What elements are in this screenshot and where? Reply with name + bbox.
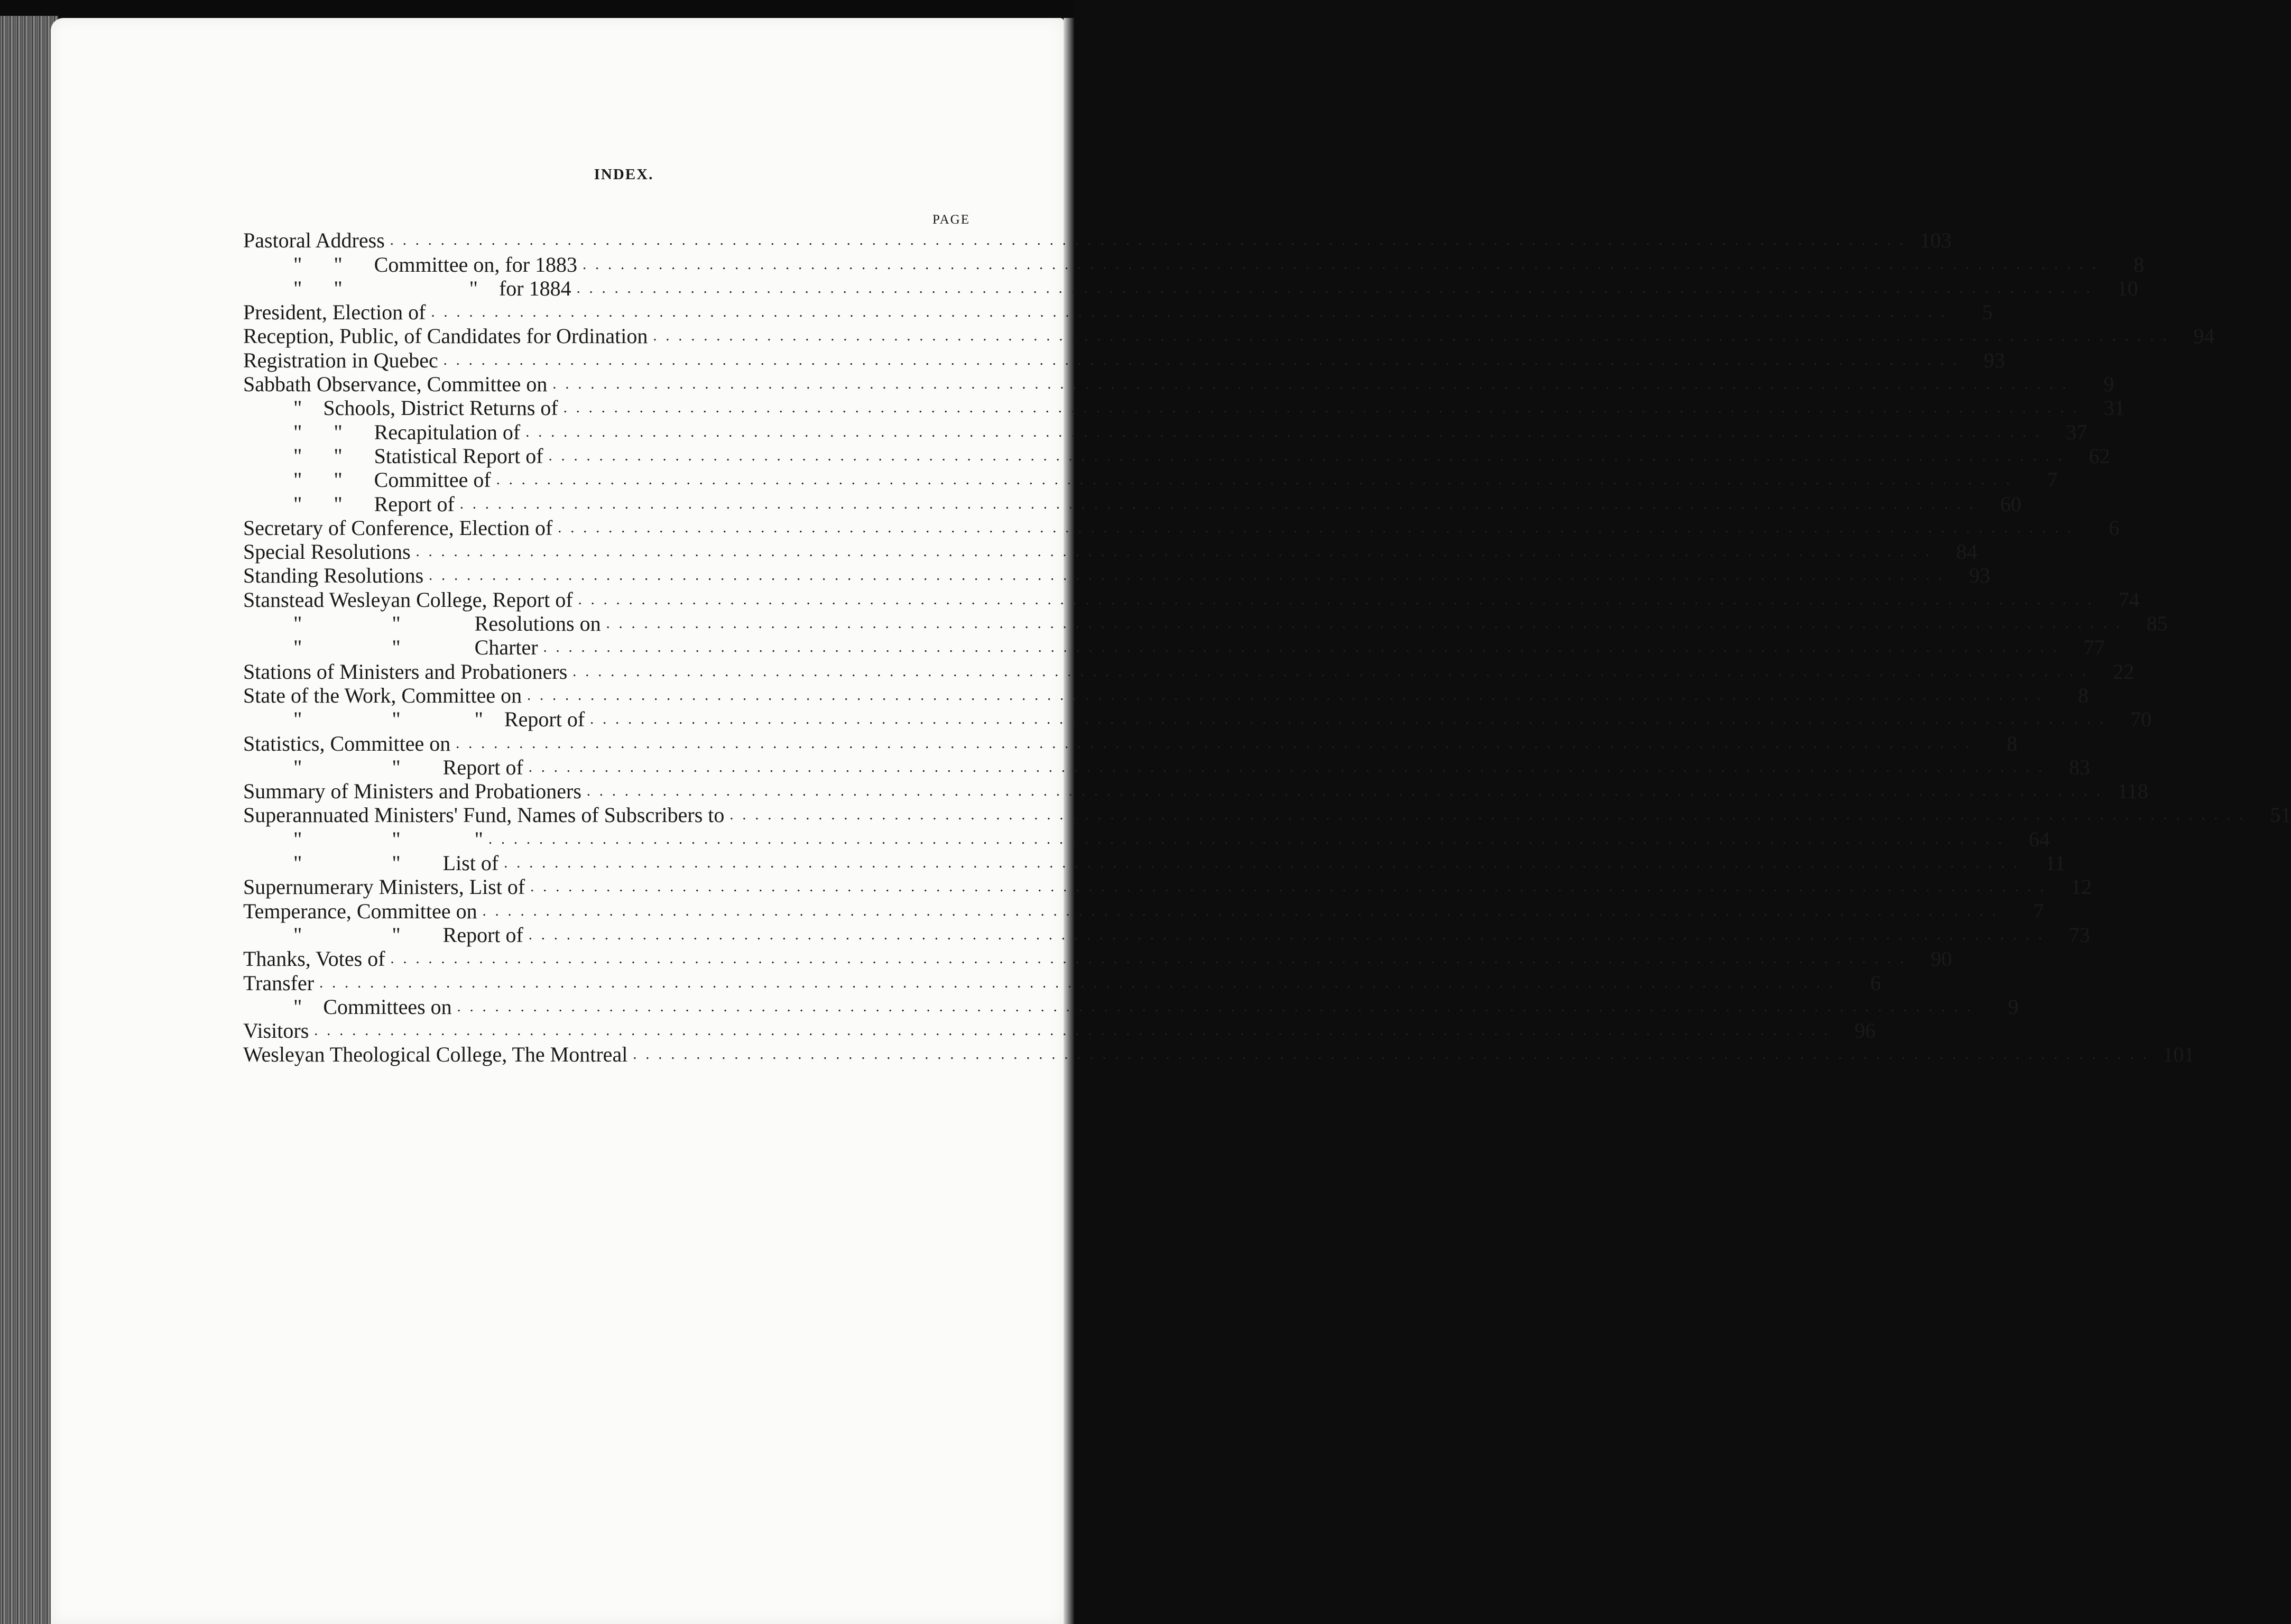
index-entry: [243, 827, 2050, 851]
index-entry: [243, 228, 1952, 253]
index-entry-page: 73: [2068, 922, 2090, 947]
index-entry: [243, 252, 2145, 276]
index-entry: [243, 1019, 1876, 1043]
dot-leader: . . . . . . . . . . . . . . . . . . . . . . . . . . . . . . . . . . . . . . . . . . . . . . . . . . . . . . . . . . . . . . . . . . . . . . . . . . . . . . . . . . . . . . . . . . . . . . . . . . . . . . . . . . . . . . . . . . . . . . . .: [527, 687, 2044, 704]
index-entry-page: 70: [2130, 707, 2152, 732]
dot-leader: . . . . . . . . . . . . . . . . . . . . . . . . . . . . . . . . . . . . . . . . . . . . . . . . . . . . . . . . . . . . . . . . . . . . . . . . . . . . . . . . . . . . . . . . . . . . . . . . . . . . . . . . . . . . . . . . . . . . . . . .: [606, 615, 2122, 632]
dot-leader: . . . . . . . . . . . . . . . . . . . . . . . . . . . . . . . . . . . . . . . . . . . . . . . . . . . . . . . . . . . . . . . . . . . . . . . . . . . . . . . . . . . . . . . . . . . . . . . . . . . . . . . . . . . . . . . . . . . . . . . .: [319, 974, 1836, 991]
index-entry-page: 93: [1983, 348, 2005, 372]
dot-leader: . . . . . . . . . . . . . . . . . . . . . . . . . . . . . . . . . . . . . . . . . . . . . . . . . . . . . . . . . . . . . . . . . . . . . . . . . . . . . . . . . . . . . . . . . . . . . . . . . . . . . . . . . . . . . . . . . . . . . . . .: [482, 902, 1999, 919]
index-entry: [243, 324, 2215, 348]
index-entry-page: 11: [2045, 851, 2066, 875]
dot-leader: . . . . . . . . . . . . . . . . . . . . . . . . . . . . . . . . . . . . . . . . . . . . . . . . . . . . . . . . . . . . . . . . . . . . . . . . . . . . . . . . . . . . . . . . . . . . . . . . . . . . . . . . . . . . . . . . . . . . . . . .: [576, 280, 2093, 297]
index-entry-text: " " Charter: [293, 635, 538, 660]
dot-leader: . . . . . . . . . . . . . . . . . . . . . . . . . . . . . . . . . . . . . . . . . . . . . . . . . . . . . . . . . . . . . . . . . . . . . . . . . . . . . . . . . . . . . . . . . . . . . . . . . . . . . . . . . . . . . . . . . . . . . . . .: [459, 495, 1976, 512]
dot-leader: . . . . . . . . . . . . . . . . . . . . . . . . . . . . . . . . . . . . . . . . . . . . . . . . . . . . . . . . . . . . . . . . . . . . . . . . . . . . . . . . . . . . . . . . . . . . . . . . . . . . . . . . . . . . . . . . . . . . . . . .: [496, 472, 2012, 488]
index-entry-page: 96: [1854, 1019, 1876, 1043]
index-entry: [243, 372, 2114, 396]
index-entry: [243, 803, 2291, 827]
index-entry: [243, 276, 2138, 300]
index-entry-page: 12: [2071, 875, 2092, 899]
index-entry: [243, 947, 1952, 971]
index-entry: [243, 564, 1991, 588]
index-entry-page: 85: [2146, 612, 2168, 636]
index-entry-text: Statistics, Committee on: [243, 731, 451, 755]
index-entry-page: 51: [2270, 803, 2291, 827]
index-entry-text: Registration in Quebec: [243, 348, 438, 372]
index-entry-page: 31: [2103, 396, 2125, 420]
dot-leader: . . . . . . . . . . . . . . . . . . . . . . . . . . . . . . . . . . . . . . . . . . . . . . . . . . . . . . . . . . . . . . . . . . . . . . . . . . . . . . . . . . . . . . . . . . . . . . . . . . . . . . . . . . . . . . . . . . . . . . . .: [552, 376, 2069, 393]
index-entry: [243, 899, 2044, 923]
index-entry-text: Secretary of Conference, Election of: [243, 515, 553, 540]
index-entry: [243, 994, 2019, 1019]
index-entry-text: " " Statistical Report of: [293, 444, 543, 468]
index-entry-text: " " Committee of: [293, 468, 491, 492]
index-entry: [243, 1042, 2195, 1067]
index-entry-text: Stations of Ministers and Probationers: [243, 659, 568, 684]
index-entry-page: 8: [2078, 683, 2089, 707]
index-entry-text: " " Report of: [293, 492, 455, 516]
index-entry-page: 90: [1930, 947, 1952, 971]
index-entry: [243, 971, 1881, 995]
dot-leader: . . . . . . . . . . . . . . . . . . . . . . . . . . . . . . . . . . . . . . . . . . . . . . . . . . . . . . . . . . . . . . . . . . . . . . . . . . . . . . . . . . . . . . . . . . . . . . . . . . . . . . . . . . . . . . . . . . . . . . . .: [457, 998, 1973, 1015]
index-entry-page: 94: [2193, 324, 2215, 348]
index-entry: [243, 683, 2089, 707]
index-entry: [243, 515, 2120, 540]
index-entry-page: 62: [2089, 444, 2110, 468]
index-entry: [243, 444, 2110, 468]
index-entry: [243, 659, 2135, 684]
index-entry: [243, 300, 1993, 325]
index-entry-page: 6: [1870, 971, 1881, 995]
index-entry-text: Superannuated Ministers' Fund, Names of Subscribers to: [243, 803, 725, 827]
index-entry-page: 7: [2033, 899, 2044, 923]
dot-leader: . . . . . . . . . . . . . . . . . . . . . . . . . . . . . . . . . . . . . . . . . . . . . . . . . . . . . . . . . . . . . . . . . . . . . . . . . . . . . . . . . . . . . . . . . . . . . . . . . . . . . . . . . . . . . . . . . . . . . . . .: [429, 567, 1945, 584]
index-entry-text: State of the Work, Committee on: [243, 683, 522, 707]
index-entry-page: 103: [1919, 228, 1952, 253]
index-entry: [243, 875, 2092, 899]
dot-leader: . . . . . . . . . . . . . . . . . . . . . . . . . . . . . . . . . . . . . . . . . . . . . . . . . . . . . . . . . . . . . . . . . . . . . . . . . . . . . . . . . . . . . . . . . . . . . . . . . . . . . . . . . . . . . . . . . . . . . . . .: [488, 831, 2004, 847]
dot-leader: . . . . . . . . . . . . . . . . . . . . . . . . . . . . . . . . . . . . . . . . . . . . . . . . . . . . . . . . . . . . . . . . . . . . . . . . . . . . . . . . . . . . . . . . . . . . . . . . . . . . . . . . . . . . . . . . . . . . . . . .: [528, 926, 2045, 943]
index-entry: [243, 851, 2066, 875]
index-entry-text: Transfer: [243, 971, 315, 995]
index-entry-text: Thanks, Votes of: [243, 947, 385, 971]
index-entry-page: 101: [2163, 1042, 2195, 1067]
index-entry-text: Wesleyan Theological College, The Montreal: [243, 1042, 628, 1067]
index-entry-page: 22: [2113, 659, 2135, 684]
index-entry-text: " " Recapitulation of: [293, 420, 521, 444]
index-entry: [243, 587, 2140, 612]
index-entry-page: 37: [2066, 420, 2087, 444]
dot-leader: . . . . . . . . . . . . . . . . . . . . . . . . . . . . . . . . . . . . . . . . . . . . . . . . . . . . . . . . . . . . . . . . . . . . . . . . . . . . . . . . . . . . . . . . . . . . . . . . . . . . . . . . . . . . . . . . . . . . . . . .: [525, 423, 2042, 440]
index-entry-text: " " Report of: [293, 922, 523, 947]
dot-leader: . . . . . . . . . . . . . . . . . . . . . . . . . . . . . . . . . . . . . . . . . . . . . . . . . . . . . . . . . . . . . . . . . . . . . . . . . . . . . . . . . . . . . . . . . . . . . . . . . . . . . . . . . . . . . . . . . . . . . . . .: [390, 951, 1907, 967]
dot-leader: . . . . . . . . . . . . . . . . . . . . . . . . . . . . . . . . . . . . . . . . . . . . . . . . . . . . . . . . . . . . . . . . . . . . . . . . . . . . . . . . . . . . . . . . . . . . . . . . . . . . . . . . . . . . . . . . . . . . . . . .: [653, 328, 2169, 345]
index-entry-page: 5: [1982, 300, 1993, 325]
index-entry-text: President, Election of: [243, 300, 426, 325]
index-entry-page: 60: [2000, 492, 2021, 516]
dot-leader: . . . . . . . . . . . . . . . . . . . . . . . . . . . . . . . . . . . . . . . . . . . . . . . . . . . . . . . . . . . . . . . . . . . . . . . . . . . . . . . . . . . . . . . . . . . . . . . . . . . . . . . . . . . . . . . . . . . . . . . .: [563, 400, 2080, 417]
dot-leader: . . . . . . . . . . . . . . . . . . . . . . . . . . . . . . . . . . . . . . . . . . . . . . . . . . . . . . . . . . . . . . . . . . . . . . . . . . . . . . . . . . . . . . . . . . . . . . . . . . . . . . . . . . . . . . . . . . . . . . . .: [590, 711, 2107, 728]
index-list: [243, 228, 2291, 1067]
index-entry: [243, 348, 2005, 372]
index-entry-page: 10: [2117, 276, 2138, 300]
index-entry: [243, 755, 2090, 779]
index-entry-page: 93: [1969, 564, 1991, 588]
index-entry-page: 8: [2133, 252, 2145, 276]
dot-leader: . . . . . . . . . . . . . . . . . . . . . . . . . . . . . . . . . . . . . . . . . . . . . . . . . . . . . . . . . . . . . . . . . . . . . . . . . . . . . . . . . . . . . . . . . . . . . . . . . . . . . . . . . . . . . . . . . . . . . . . .: [528, 759, 2045, 776]
dot-leader: . . . . . . . . . . . . . . . . . . . . . . . . . . . . . . . . . . . . . . . . . . . . . . . . . . . . . . . . . . . . . . . . . . . . . . . . . . . . . . . . . . . . . . . . . . . . . . . . . . . . . . . . . . . . . . . . . . . . . . . .: [633, 1046, 2149, 1063]
index-entry-page: 7: [2047, 468, 2058, 492]
index-entry-text: Special Resolutions: [243, 540, 411, 564]
index-entry: [243, 492, 2021, 516]
index-entry-page: 77: [2083, 635, 2105, 660]
index-entry-text: " " " for 1884: [293, 276, 571, 300]
dot-leader: . . . . . . . . . . . . . . . . . . . . . . . . . . . . . . . . . . . . . . . . . . . . . . . . . . . . . . . . . . . . . . . . . . . . . . . . . . . . . . . . . . . . . . . . . . . . . . . . . . . . . . . . . . . . . . . . . . . . . . . .: [504, 855, 2020, 872]
index-entry: [243, 779, 2148, 804]
index-entry-text: Supernumerary Ministers, List of: [243, 875, 525, 899]
dot-leader: . . . . . . . . . . . . . . . . . . . . . . . . . . . . . . . . . . . . . . . . . . . . . . . . . . . . . . . . . . . . . . . . . . . . . . . . . . . . . . . . . . . . . . . . . . . . . . . . . . . . . . . . . . . . . . . . . . . . . . . .: [548, 447, 2065, 464]
index-entry-text: Stanstead Wesleyan College, Report of: [243, 587, 573, 612]
dot-leader: . . . . . . . . . . . . . . . . . . . . . . . . . . . . . . . . . . . . . . . . . . . . . . . . . . . . . . . . . . . . . . . . . . . . . . . . . . . . . . . . . . . . . . . . . . . . . . . . . . . . . . . . . . . . . . . . . . . . . . . .: [443, 352, 1960, 368]
index-entry-text: " Schools, District Returns of: [293, 396, 558, 420]
dot-leader: . . . . . . . . . . . . . . . . . . . . . . . . . . . . . . . . . . . . . . . . . . . . . . . . . . . . . . . . . . . . . . . . . . . . . . . . . . . . . . . . . . . . . . . . . . . . . . . . . . . . . . . . . . . . . . . . . . . . . . . .: [729, 807, 2246, 824]
index-entry-page: 118: [2117, 779, 2148, 804]
page-column-header: PAGE: [932, 213, 970, 227]
dot-leader: . . . . . . . . . . . . . . . . . . . . . . . . . . . . . . . . . . . . . . . . . . . . . . . . . . . . . . . . . . . . . . . . . . . . . . . . . . . . . . . . . . . . . . . . . . . . . . . . . . . . . . . . . . . . . . . . . . . . . . . .: [586, 783, 2103, 800]
dot-leader: . . . . . . . . . . . . . . . . . . . . . . . . . . . . . . . . . . . . . . . . . . . . . . . . . . . . . . . . . . . . . . . . . . . . . . . . . . . . . . . . . . . . . . . . . . . . . . . . . . . . . . . . . . . . . . . . . . . . . . . .: [390, 232, 1906, 249]
index-entry-page: 8: [2007, 731, 2018, 755]
index-entry-page: 64: [2028, 827, 2050, 851]
index-entry: [243, 540, 1978, 564]
index-entry-text: Reception, Public, of Candidates for Ordination: [243, 324, 648, 348]
dot-leader: . . . . . . . . . . . . . . . . . . . . . . . . . . . . . . . . . . . . . . . . . . . . . . . . . . . . . . . . . . . . . . . . . . . . . . . . . . . . . . . . . . . . . . . . . . . . . . . . . . . . . . . . . . . . . . . . . . . . . . . .: [583, 256, 2099, 273]
dot-leader: . . . . . . . . . . . . . . . . . . . . . . . . . . . . . . . . . . . . . . . . . . . . . . . . . . . . . . . . . . . . . . . . . . . . . . . . . . . . . . . . . . . . . . . . . . . . . . . . . . . . . . . . . . . . . . . . . . . . . . . .: [572, 663, 2089, 680]
index-title: INDEX.: [594, 166, 654, 183]
index-entry-page: 9: [2008, 994, 2019, 1019]
dot-leader: . . . . . . . . . . . . . . . . . . . . . . . . . . . . . . . . . . . . . . . . . . . . . . . . . . . . . . . . . . . . . . . . . . . . . . . . . . . . . . . . . . . . . . . . . . . . . . . . . . . . . . . . . . . . . . . . . . . . . . . .: [543, 639, 2059, 656]
index-entry-text: " " Resolutions on: [293, 612, 601, 636]
dot-leader: . . . . . . . . . . . . . . . . . . . . . . . . . . . . . . . . . . . . . . . . . . . . . . . . . . . . . . . . . . . . . . . . . . . . . . . . . . . . . . . . . . . . . . . . . . . . . . . . . . . . . . . . . . . . . . . . . . . . . . . .: [530, 879, 2047, 896]
index-entry: [243, 922, 2090, 947]
dot-leader: . . . . . . . . . . . . . . . . . . . . . . . . . . . . . . . . . . . . . . . . . . . . . . . . . . . . . . . . . . . . . . . . . . . . . . . . . . . . . . . . . . . . . . . . . . . . . . . . . . . . . . . . . . . . . . . . . . . . . . . .: [314, 1022, 1831, 1039]
dot-leader: . . . . . . . . . . . . . . . . . . . . . . . . . . . . . . . . . . . . . . . . . . . . . . . . . . . . . . . . . . . . . . . . . . . . . . . . . . . . . . . . . . . . . . . . . . . . . . . . . . . . . . . . . . . . . . . . . . . . . . . .: [456, 735, 1972, 752]
dot-leader: . . . . . . . . . . . . . . . . . . . . . . . . . . . . . . . . . . . . . . . . . . . . . . . . . . . . . . . . . . . . . . . . . . . . . . . . . . . . . . . . . . . . . . . . . . . . . . . . . . . . . . . . . . . . . . . . . . . . . . . .: [431, 304, 1947, 321]
index-entry: [243, 635, 2105, 660]
index-entry-text: Pastoral Address: [243, 228, 385, 253]
index-entry-text: Temperance, Committee on: [243, 899, 477, 923]
index-entry-page: 84: [1956, 540, 1978, 564]
index-entry-text: Standing Resolutions: [243, 564, 424, 588]
book-page-edges: [0, 16, 58, 1624]
index-entry: [243, 396, 2125, 420]
index-entry: [243, 731, 2018, 755]
index-entry-text: " " Committee on, for 1883: [293, 252, 578, 276]
index-entry-text: Visitors: [243, 1019, 309, 1043]
dot-leader: . . . . . . . . . . . . . . . . . . . . . . . . . . . . . . . . . . . . . . . . . . . . . . . . . . . . . . . . . . . . . . . . . . . . . . . . . . . . . . . . . . . . . . . . . . . . . . . . . . . . . . . . . . . . . . . . . . . . . . . .: [558, 519, 2074, 536]
index-entry-text: " " Report of: [293, 755, 523, 779]
index-entry: [243, 612, 2168, 636]
dot-leader: . . . . . . . . . . . . . . . . . . . . . . . . . . . . . . . . . . . . . . . . . . . . . . . . . . . . . . . . . . . . . . . . . . . . . . . . . . . . . . . . . . . . . . . . . . . . . . . . . . . . . . . . . . . . . . . . . . . . . . . .: [578, 591, 2094, 608]
index-entry: [243, 468, 2058, 492]
index-entry: [243, 420, 2087, 444]
index-entry-text: Sabbath Observance, Committee on: [243, 372, 548, 396]
index-entry-text: " " " Report of: [293, 707, 585, 732]
dot-leader: . . . . . . . . . . . . . . . . . . . . . . . . . . . . . . . . . . . . . . . . . . . . . . . . . . . . . . . . . . . . . . . . . . . . . . . . . . . . . . . . . . . . . . . . . . . . . . . . . . . . . . . . . . . . . . . . . . . . . . . .: [415, 543, 1932, 560]
index-entry-page: 6: [2109, 515, 2120, 540]
index-entry-text: Summary of Ministers and Probationers: [243, 779, 581, 804]
index-entry-text: " " ": [293, 827, 483, 851]
index-entry-page: 74: [2118, 587, 2140, 612]
index-entry-page: 83: [2068, 755, 2090, 779]
index-entry-page: 9: [2103, 372, 2114, 396]
index-entry: [243, 707, 2152, 732]
index-entry-text: " " List of: [293, 851, 499, 875]
index-entry-text: " Committees on: [293, 994, 452, 1019]
